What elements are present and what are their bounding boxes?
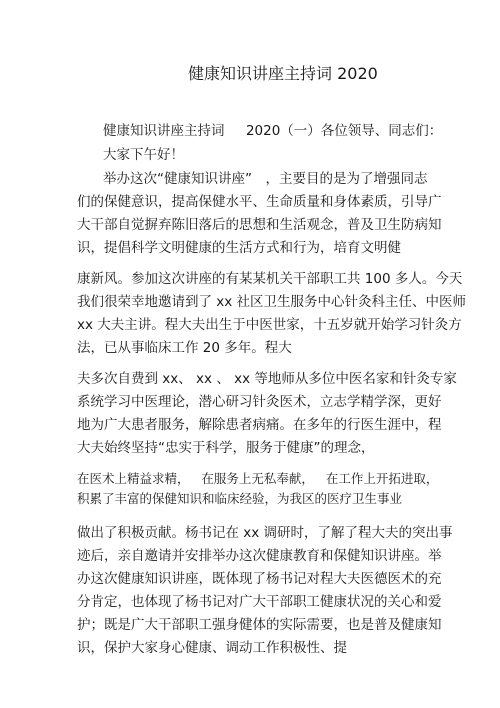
text-line: 我们很荣幸地邀请到了 xx 社区卫生服务中心针灸科主任、中医师 [77, 294, 467, 310]
text-line: 大夫始终坚持“忠实于科学，服务于健康”的理念， [77, 440, 375, 456]
document-title: 健康知识讲座主持词 2020 [188, 64, 378, 83]
text-line: 在医术上精益求精， 在服务上无私奉献， 在工作上开拓进取， [77, 471, 439, 486]
text-line: 分肯定，也体现了杨书记对广大干部职工健康状况的关心和爱 [77, 594, 442, 610]
text-line: 办这次健康知识讲座，既体现了杨书记对程大夫医德医术的充 [77, 571, 442, 587]
text-line: 护；既是广大干部职工强身健体的实际需要，也是普及健康知 [77, 617, 442, 633]
text-line: 地为广大患者服务，解除患者病痛。在多年的行医生涯中，程 [77, 417, 442, 433]
text-line: 夫多次自费到 xx、 xx 、 xx 等地师从多位中医名家和针灸专家 [77, 371, 457, 387]
text-line: 们的保健意识，提高保健水平、生命质量和身体素质，引导广 [77, 194, 442, 210]
text-line: 法，已从事临床工作 20 多年。程大 [77, 340, 292, 356]
text-line: 做出了积极贡献。杨书记在 xx 调研时，了解了程大夫的突出事 [77, 525, 453, 541]
text-line: 举办这次“健康知识讲座” ，主要目的是为了增强同志 [103, 171, 428, 187]
text-line: 识，提倡科学文明健康的生活方式和行为，培育文明健 [77, 240, 401, 256]
text-line: 识，保护大家身心健康、调动工作积极性、提 [77, 640, 347, 656]
text-line: 大干部自觉摒弃陈旧落后的思想和生活观念，普及卫生防病知 [77, 217, 442, 233]
text-line: 系统学习中医理论，潜心研习针灸医术，立志学精学深，更好 [77, 394, 442, 410]
text-line: 积累了丰富的保健知识和临床经验，为我区的医疗卫生事业 [77, 491, 403, 506]
text-line: xx 大夫主讲。程大夫出生于中医世家，十五岁就开始学习针灸方 [77, 317, 462, 333]
text-line: 迹后，亲自邀请并安排举办这次健康教育和保健知识讲座。举 [77, 548, 442, 564]
text-line: 大家下午好！ [103, 147, 184, 163]
text-line: 康新风。参加这次讲座的有某某机关干部职工共 100 多人。今天 [77, 271, 463, 287]
text-line: 健康知识讲座主持词 2020（一）各位领导、同志们： [103, 123, 443, 139]
